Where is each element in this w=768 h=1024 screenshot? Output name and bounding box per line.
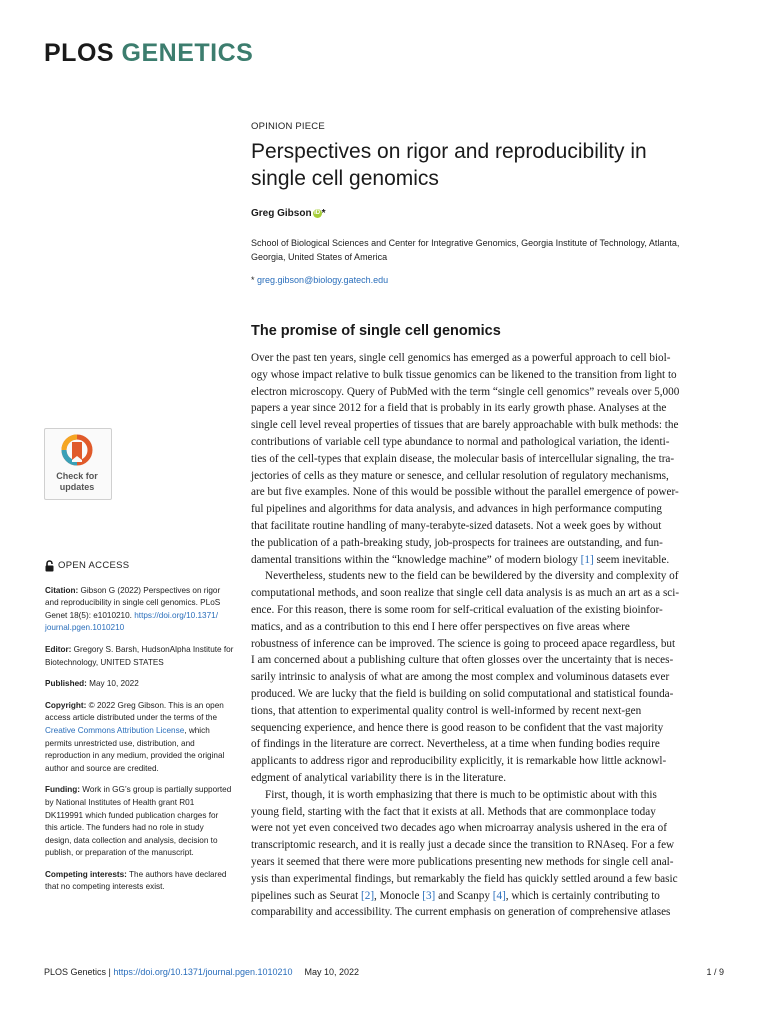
sidebar-metadata (45, 560, 241, 903)
check-updates-icon (61, 434, 93, 468)
editor-block: Editor: Gregory S. Barsh, HudsonAlpha Institute for Biotechnology, UNITED STATES (45, 644, 234, 667)
body-line: that facilitate routine handling of many-terabyte-sized datasets. Not a week goes by without (251, 519, 662, 532)
correspondence (251, 275, 388, 285)
email-link[interactable]: greg.gibson@biology.gatech.edu (257, 275, 389, 285)
footer-journal: PLOS Genetics | (44, 967, 114, 977)
open-access (45, 560, 241, 573)
email-mark: * (251, 275, 255, 285)
body-line: electron microscopy. Query of PubMed with the term “single cell genomics” reveals over 5,000 (251, 385, 680, 398)
body-line: transcriptomic research, and it is really just a decade since the transition to RNAseq. For a few (251, 839, 675, 852)
body-line: robustness of inference can be improved. The science is going to proceed apace regardless, but (251, 637, 676, 650)
page-footer (44, 967, 724, 977)
footer-doi-link[interactable]: https://doi.org/10.1371/journal.pgen.1010210 (113, 967, 293, 977)
section-heading: The promise of single cell genomics (251, 323, 501, 339)
open-access-label: OPEN ACCESS (58, 560, 130, 571)
body-line: papers a year since 2012 for a field that is probably in its early growth phase. Analyses at the (251, 402, 667, 415)
journal-logo (44, 38, 253, 68)
affiliation (251, 236, 731, 264)
footer-left (44, 967, 359, 977)
reference-link[interactable]: [4] (492, 889, 506, 902)
paragraph-1 (251, 350, 735, 552)
paragraph-3 (251, 787, 735, 888)
author-name[interactable]: Greg Gibson (251, 208, 312, 219)
check-for-updates-badge[interactable] (44, 428, 110, 498)
title-line: Perspectives on rigor and reproducibility in (251, 140, 647, 163)
body-line: tions, that attention to experimental quality control is well-informed by recent next-gen (251, 704, 642, 717)
body-line: ties of the cell-types that explain disease, the molecular basis of intercellular signaling, the tra- (251, 452, 675, 465)
body-line: sequencing experience, and hence there is good reason to be confident that the vast majority (251, 721, 664, 734)
body-line: produced. We are lucky that the field is building on solid computational and statistical founda- (251, 687, 674, 700)
body-line: ful pipelines and algorithms for data analysis, and advances in high performance computing (251, 503, 663, 516)
body-line: contributions of variable cell type abundance to normal and pathological variation, the identi- (251, 435, 670, 448)
article-type: OPINION PIECE (251, 121, 325, 132)
body-line: edgment of analytical variability there is in the literature. (251, 771, 507, 784)
article-title (251, 138, 731, 192)
page-number: 1 / 9 (706, 967, 724, 977)
body-line: matics, and as a contribution to this end I here offer perspectives on five areas where (251, 620, 630, 633)
body-line: young field, starting with the fact that it exists at all. Methods that are commonplace today (251, 805, 656, 818)
body-line: I am concerned about a publishing culture that often glosses over the uncertainty that is neces- (251, 654, 674, 667)
body-line: the publication of a path-breaking study, job-prospects for trainees are outstanding, and fun- (251, 536, 663, 549)
reference-link[interactable]: [2] (361, 889, 375, 902)
open-lock-icon (45, 560, 54, 572)
body-line: single cell level reveal properties of tissues that are barely approachable with bulk methods: the (251, 419, 679, 432)
footer-date: May 10, 2022 (304, 967, 360, 977)
body-line: Nevertheless, students new to the field can be bewildered by the diversity and complexity of (265, 570, 679, 583)
body-line: applicants to address rigor and reproducibility explicitly, it is remarkable how little acknowl- (251, 755, 667, 768)
body-line: First, though, it is worth emphasizing that there is much to be optimistic about with this (265, 788, 657, 801)
title-line: single cell genomics (251, 167, 439, 190)
published-block: Published: May 10, 2022 (45, 679, 139, 689)
reference-link[interactable]: [3] (422, 889, 436, 902)
logo-genetics: GENETICS (121, 39, 254, 67)
body-line: Over the past ten years, single cell genomics has emerged as a powerful approach to cell biol- (251, 352, 671, 364)
body-line: ogy whose impact relative to bulk tissue genomics can be likened to the transition from light to (251, 368, 677, 381)
body-text (251, 350, 735, 921)
body-line: are but five examples. None of this would be possible without the parallel emergence of power- (251, 486, 679, 499)
doi-link[interactable]: https://doi.org/10.1371/ (134, 610, 218, 620)
reference-link[interactable]: [1] (580, 553, 594, 566)
competing-interests-block: Competing interests: The authors have declared that no competing interests exist. (45, 869, 227, 892)
body-line: were not yet even conceived two decades ago when microarray analysis ushered in the era of (251, 822, 667, 835)
paragraph-2 (251, 568, 735, 786)
author (251, 208, 325, 219)
doi-link[interactable]: journal.pgen.1010210 (45, 623, 125, 633)
orcid-icon[interactable]: iD (314, 209, 321, 216)
body-line: of findings in the literature are correct. Nevertheless, at a time when funding bodies require (251, 738, 660, 751)
funding-block: Funding: Work in GG’s group is partially supported by National Institutes of Health grant R01 DK119991 which funded publication charges for this article. The funders had no role in study design, data collection and analysis, decision to publish, or preparation of the manuscript. (45, 785, 232, 858)
body-line: computational methods, and soon realize that single cell data analysis is as much an art as a sci- (251, 587, 680, 600)
body-line: years it seemed that there were more publications presenting new methods for single cell anal- (251, 855, 674, 868)
affiliation-line: School of Biological Sciences and Center for Integrative Genomics, Georgia Institute of Technology, Atlanta, (251, 238, 680, 248)
body-line: damental transitions within the “knowledge machine” of modern biology [1] seem inevitable. (251, 553, 670, 566)
badge-label: Check for updates (56, 471, 98, 492)
license-link[interactable]: Creative Commons Attribution License (45, 725, 185, 735)
affiliation-line: Georgia, United States of America (251, 252, 388, 262)
body-line: pipelines such as Seurat [2], Monocle [3] and Scanpy [4], which is certainly contributing to (251, 889, 660, 902)
author-mark: * (321, 208, 326, 219)
body-line: sarily intrinsic to analysis of what are among the most complex and voluminous datasets ever (251, 671, 670, 684)
copyright-block: Copyright: © 2022 Greg Gibson. This is an open access article distributed under the terms of the Creative Commons Attribution License, which permits unrestricted use, distribution, and reproduction in any medium, provided the original author and source are credited. (45, 700, 225, 773)
body-line: ysis than experimental findings, but remarkably the field has quickly settled around a few basic (251, 872, 678, 885)
body-line: ence. For this reason, there is some room for self-critical evaluation of the existing bioinfor- (251, 603, 663, 616)
body-line: jectories of cells as they mature or senesce, and cellular resolution of regulatory mechanisms, (251, 469, 669, 482)
logo-plos: PLOS (44, 39, 115, 67)
body-line: comparability and accessibility. The current emphasis on generation of comprehensive atlases (251, 906, 671, 919)
citation-block: Citation: Gibson G (2022) Perspectives on rigor and reproducibility in single cell genomics. PLoS Genet 18(5): e1010210. https://doi.org/10.1371/ journal.pgen.1010210 (45, 585, 241, 635)
